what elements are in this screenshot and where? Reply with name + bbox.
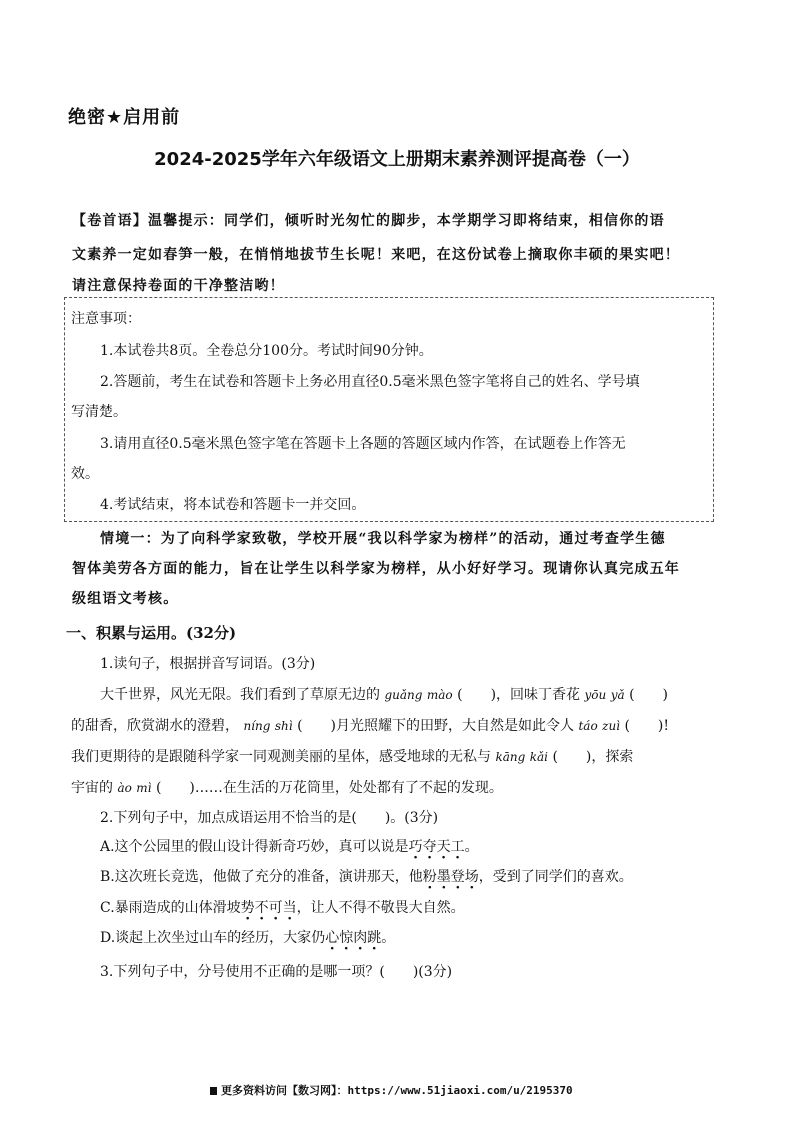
preface-line-2: 文素养一定如春笋一般，在悄悄地拔节生长呢！来吧，在这份试卷上摘取你丰硕的果实吧！ bbox=[72, 247, 680, 263]
preface-line-3: 请注意保持卷面的干净整洁哟！ bbox=[72, 278, 285, 294]
scenario-line-2: 智体美劳各方面的能力，旨在让学生以科学家为榜样，从小好好学习。现请你认真完成五年 bbox=[72, 561, 680, 577]
pinyin: guǎng bbox=[384, 688, 423, 702]
notice-item-1: 1.本试卷共8页。全卷总分100分。考试时间90分钟。 bbox=[100, 343, 433, 359]
confidential-mark: 绝密★启用前 bbox=[68, 107, 181, 128]
pinyin: zuì bbox=[602, 719, 621, 733]
pinyin: mì bbox=[136, 781, 152, 795]
page-title: 2024-2025学年六年级语文上册期末素养测评提高卷（一） bbox=[154, 149, 640, 170]
pinyin: mào bbox=[426, 688, 453, 702]
pinyin: yǎ bbox=[610, 688, 625, 702]
pinyin: ào bbox=[117, 781, 132, 795]
question-3-stem: 3.下列句子中，分号使用不正确的是哪一项？( )(3分) bbox=[100, 964, 453, 980]
section-1-heading: 一、积累与运用。(32分) bbox=[66, 624, 237, 642]
notice-item-3-cont: 效。 bbox=[71, 466, 99, 482]
question-1-line-2: 的甜香，欣赏湖水的澄碧， níng shì ( )月光照耀下的田野，大自然是如此令人 táo zuì ( )! bbox=[71, 718, 670, 734]
pinyin: kāng bbox=[495, 750, 526, 764]
question-2-option-d[interactable]: D.谈起上次坐过山车的经历，大家仍心惊肉跳。 bbox=[100, 930, 396, 946]
pinyin: kǎi bbox=[529, 750, 549, 764]
scenario-line-3: 级组语文考核。 bbox=[72, 591, 179, 607]
question-2-option-b[interactable]: B.这次班长竞选，他做了充分的准备，演讲那天，他粉墨登场，受到了同学们的喜欢。 bbox=[100, 869, 633, 885]
pinyin: táo bbox=[578, 719, 598, 733]
question-2-option-a[interactable]: A.这个公园里的假山设计得新奇巧妙，真可以说是巧夺天工。 bbox=[100, 839, 479, 855]
notice-item-3: 3.请用直径0.5毫米黑色签字笔在答题卡上各题的答题区域内作答，在试题卷上作答无 bbox=[100, 436, 626, 452]
preface-line-1: 【卷首语】温馨提示：同学们，倾听时光匆忙的脚步，本学期学习即将结束，相信你的语 bbox=[72, 213, 665, 229]
notice-heading: 注意事项： bbox=[71, 311, 141, 327]
scenario-line-1: 情境一：为了向科学家致敬，学校开展“我以科学家为榜样”的活动，通过考查学生德 bbox=[100, 531, 666, 547]
question-2-stem: 2.下列句子中，加点成语运用不恰当的是( )。(3分) bbox=[100, 810, 439, 826]
pinyin: shì bbox=[274, 719, 293, 733]
question-1-stem: 1.读句子，根据拼音写词语。(3分) bbox=[100, 656, 316, 672]
question-1-line-3: 我们更期待的是跟随科学家一同观测美丽的星体，感受地球的无私与 kāng kǎi ( )，探索 bbox=[71, 749, 634, 765]
question-1-line-1: 大千世界，风光无限。我们看到了草原无边的 guǎng mào ( )，回味丁香花 yōu yǎ ( ) bbox=[100, 687, 669, 703]
pinyin: yōu bbox=[584, 688, 607, 702]
footer-link[interactable]: 更多资料访问【数习网】：https://www.51jiaoxi.com/u/2195370 bbox=[210, 1082, 573, 1098]
flag-icon bbox=[210, 1087, 217, 1095]
notice-box bbox=[64, 297, 714, 522]
question-2-option-c[interactable]: C.暴雨造成的山体滑坡势不可当，让人不得不敬畏大自然。 bbox=[100, 900, 465, 916]
notice-item-2: 2.答题前，考生在试卷和答题卡上务必用直径0.5毫米黑色签字笔将自己的姓名、学号填 bbox=[100, 374, 640, 390]
question-1-line-4: 宇宙的 ào mì ( )……在生活的万花筒里，处处都有了不起的发现。 bbox=[71, 780, 503, 796]
notice-item-4: 4.考试结束，将本试卷和答题卡一并交回。 bbox=[100, 497, 366, 513]
notice-item-2-cont: 写清楚。 bbox=[71, 404, 127, 420]
pinyin: níng bbox=[243, 719, 271, 733]
